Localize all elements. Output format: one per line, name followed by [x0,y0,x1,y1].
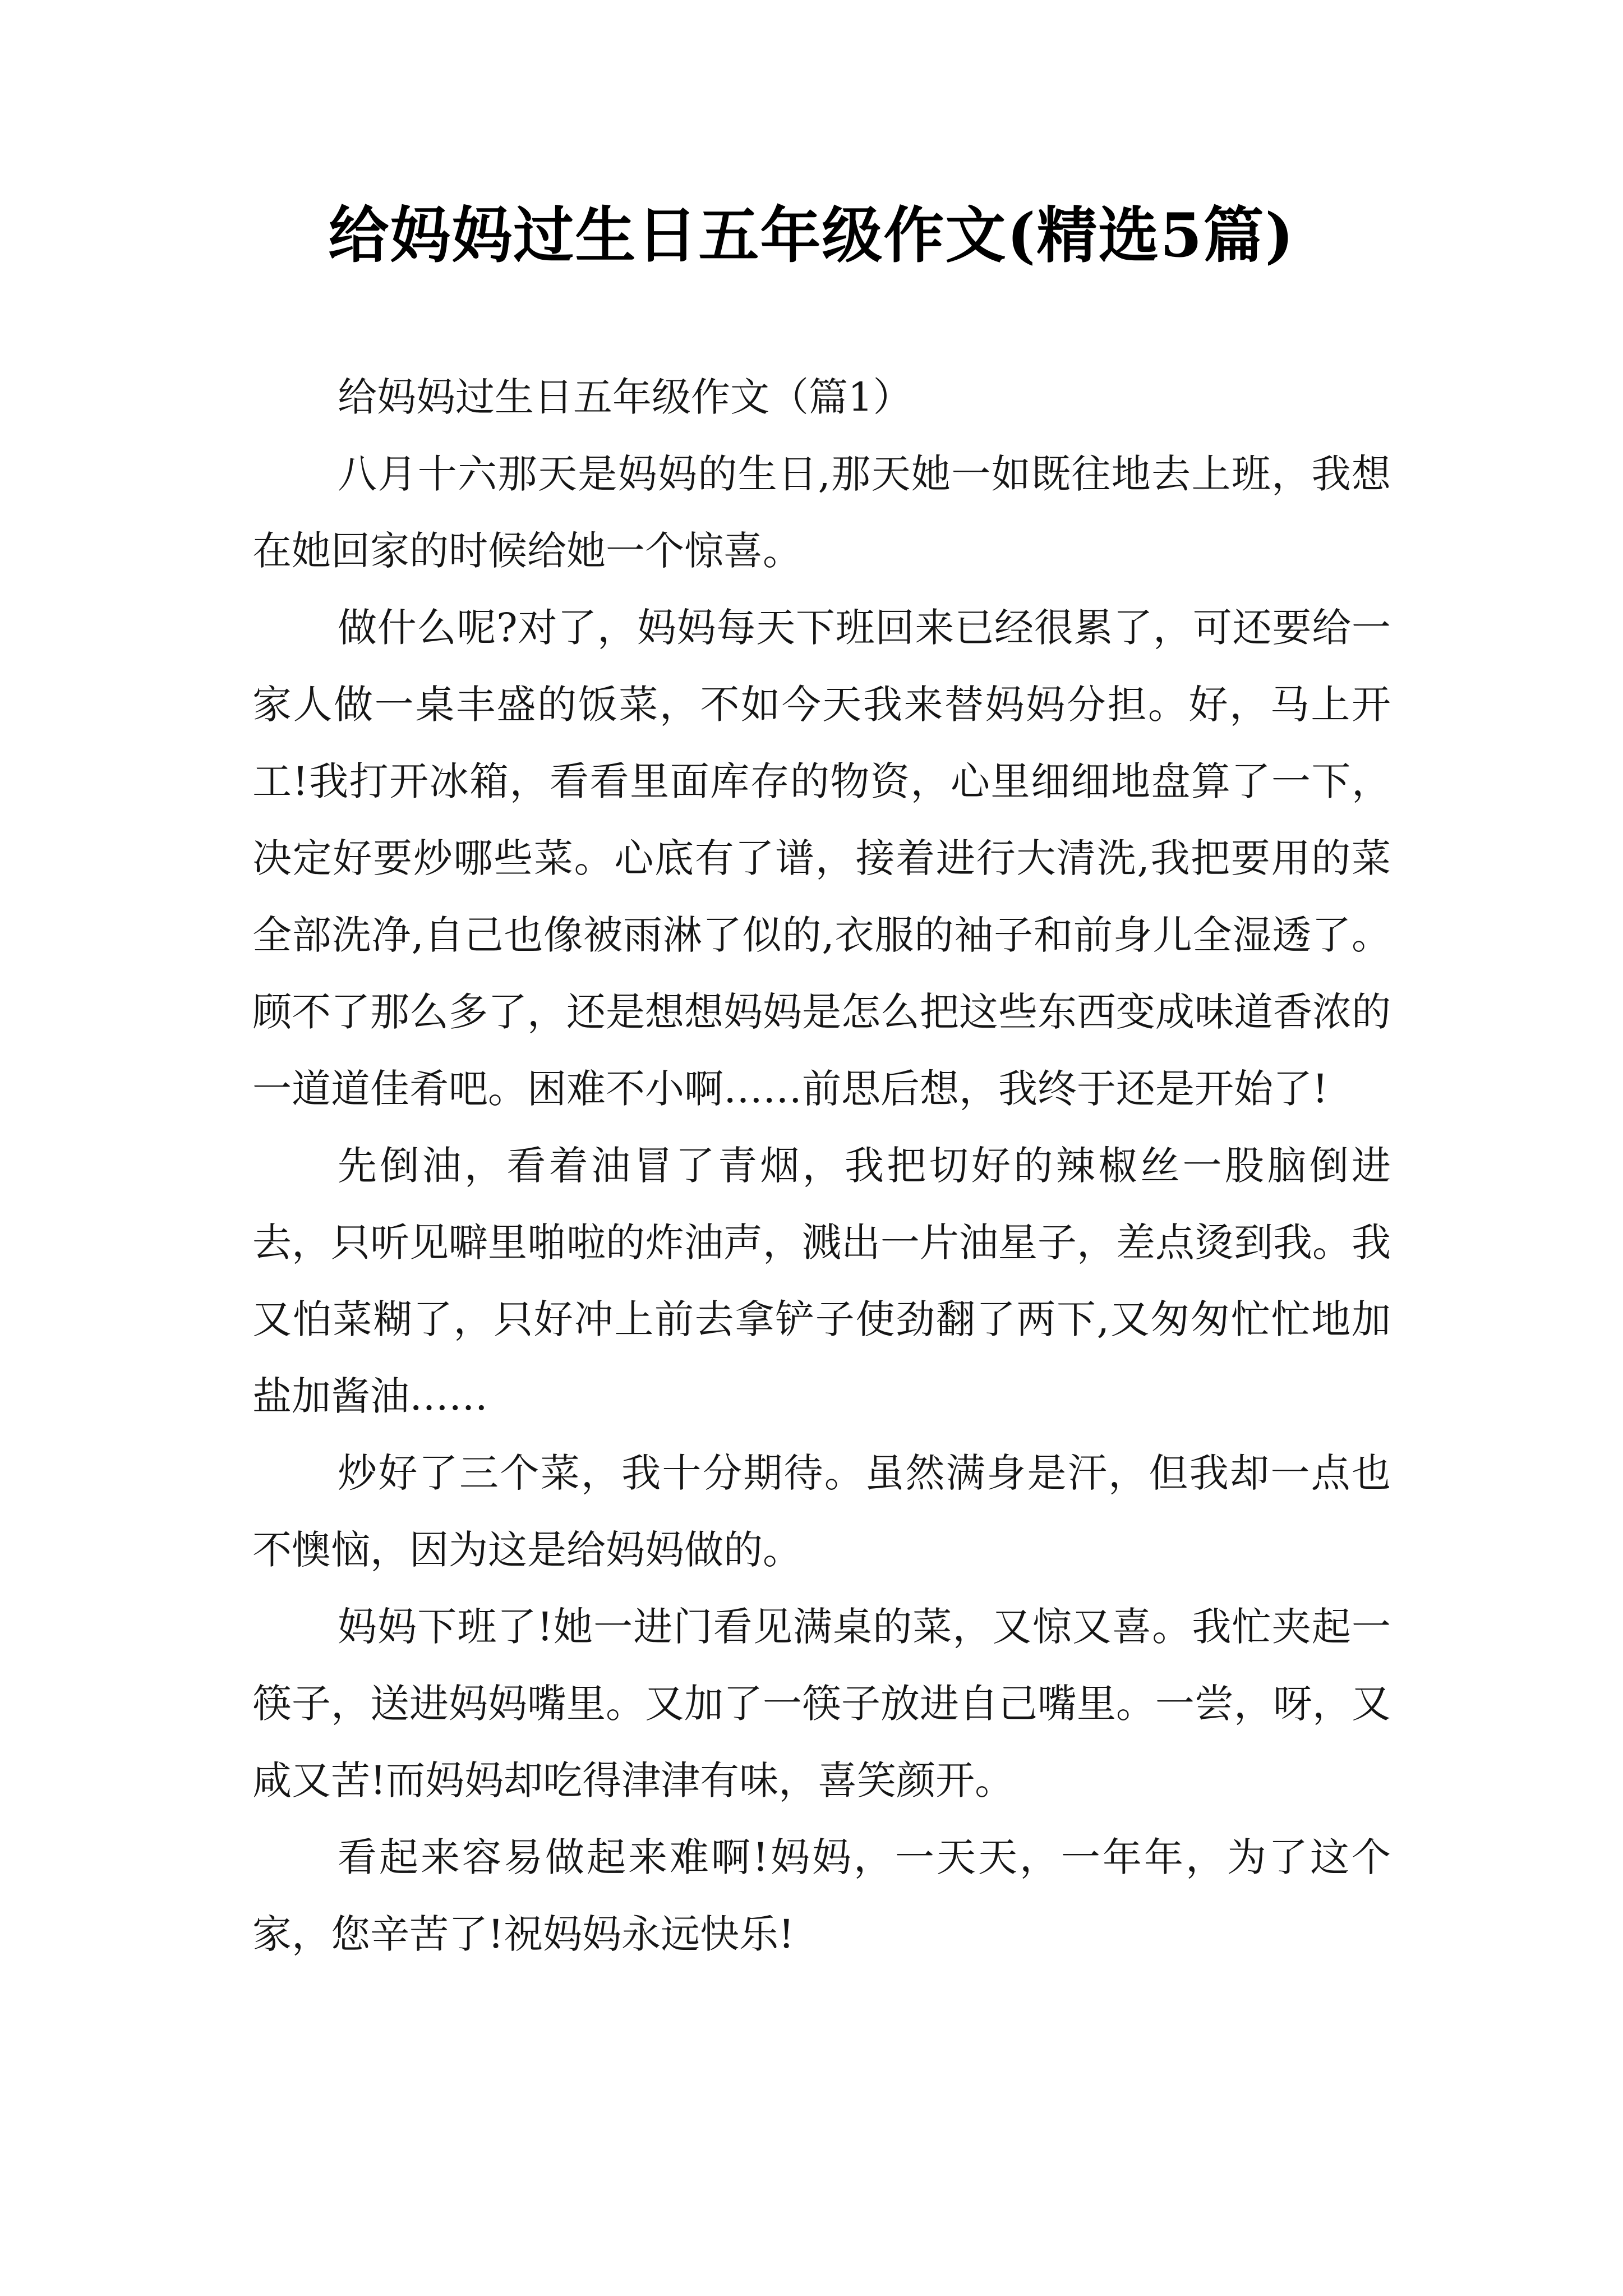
section-heading: 给妈妈过生日五年级作文（篇1） [338,374,912,420]
paragraph: 看起来容易做起来难啊!妈妈，一天天，一年年，为了这个家，您辛苦了!祝妈妈永远快乐! [252,1834,1391,1957]
paragraph: 八月十六那天是妈妈的生日,那天她一如既往地去上班，我想在她回家的时候给她一个惊喜。 [252,451,1391,574]
paragraph: 妈妈下班了!她一进门看见满桌的菜，又惊又喜。我忙夹起一筷子，送进妈妈嘴里。又加了一筷子放进自己嘴里。一尝，呀，又咸又苦!而妈妈却吃得津津有味，喜笑颜开。 [252,1604,1391,1803]
paragraph: 炒好了三个菜，我十分期待。虽然满身是汗，但我却一点也不懊恼，因为这是给妈妈做的。 [252,1450,1391,1573]
paragraph: 做什么呢?对了，妈妈每天下班回来已经很累了，可还要给一家人做一桌丰盛的饭菜，不如今天我来替妈妈分担。好，马上开工!我打开冰箱，看看里面库存的物资，心里细细地盘算了一下，决定好要炒哪些菜。心底有了谱，接着进行大清洗,我把要用的菜全部洗净,自己也像被雨淋了似的,衣服的袖子和前身儿全湿透了。顾不了那么多了，还是想想妈妈是怎么把这些东西变成味道香浓的一道道佳肴吧。困难不小啊……前思后想，我终于还是开始了! [252,605,1391,1112]
document-body [252,359,1391,1973]
document-title: 给妈妈过生日五年级作文(精选5篇) [328,200,1295,271]
paragraph: 先倒油，看着油冒了青烟，我把切好的辣椒丝一股脑倒进去，只听见噼里啪啦的炸油声，溅出一片油星子，差点烫到我。我又怕菜糊了，只好冲上前去拿铲子使劲翻了两下,又匆匆忙忙地加盐加酱油…… [252,1143,1391,1419]
